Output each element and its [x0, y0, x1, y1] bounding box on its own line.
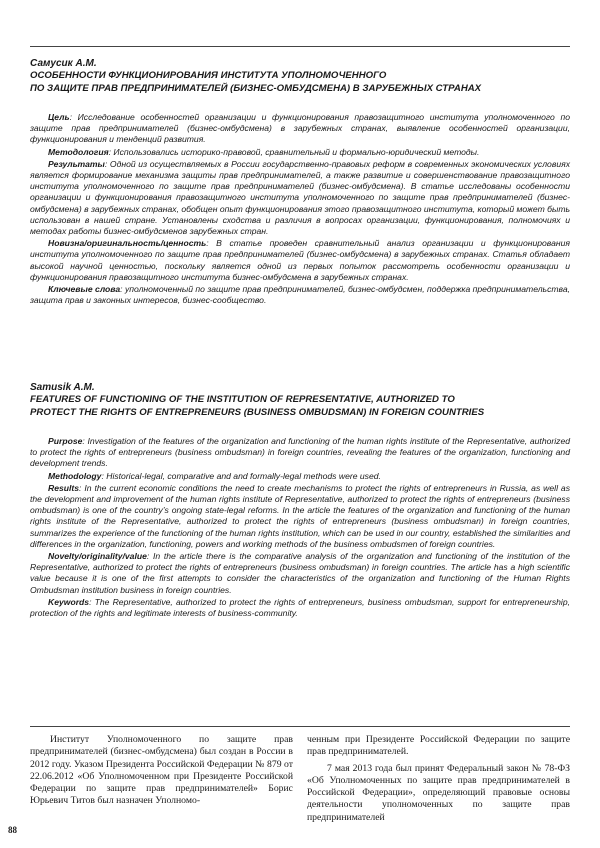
title-en-line1: FEATURES OF FUNCTIONING OF THE INSTITUTION OF REPRESENTATIVE, AUTHORIZED TO [30, 394, 455, 405]
results-en [30, 483, 570, 550]
author-en: Samusik A.M. [30, 382, 95, 393]
right-paragraph: 7 мая 2013 года был принят Федеральный закон № 78-ФЗ «Об Уполномоченных по защите прав предпринимателей в Российской Федерации», определяющий правовые основы деятельности уполномоченных по защите прав предпринимателей [307, 762, 570, 823]
methodology-ru [30, 147, 570, 158]
text: : The Representative, authorized to protect the rights of entrepreneurs, business ombudsman, support for entrepreneurship, protection of the rights and legitimate interests of business-community. [30, 596, 570, 619]
methodology-en [30, 471, 570, 482]
russian-abstract [30, 58, 570, 307]
text: : Исследование особенностей организации и функционирования правозащитного института уполномоченного по защите прав предпринимателей (бизнес-омбудсмена) в зарубежных странах, выявление особенностей организации, функционирования и тенденций развития. [30, 112, 570, 145]
right-continuation: ченным при Президенте Российской Федерации по защите прав предпринимателей. [307, 734, 570, 758]
novelty-en [30, 551, 570, 596]
text: : В статье проведен сравнительный анализ организации и функционирования института уполномоченного по защите прав предпринимателей (бизнес-омбудсмена) в зарубежных странах. Статья обладает высокой научной ценностью, поскольку является одной из первых попыток рассмотреть особенности организации и функционирования правозащитного института бизнес-омбудсмена в зарубежных странах. [30, 238, 570, 282]
right-column [307, 734, 570, 824]
label: Ключевые слова [48, 284, 121, 295]
body-columns [30, 734, 570, 824]
text: : уполномоченный по защите прав предпринимателей, бизнес-омбудсмен, поддержка предпринимательства, защита прав и законных интересов, бизнес-сообщество. [30, 284, 570, 306]
title-en-line2: PROTECT THE RIGHTS OF ENTREPRENEURS (BUSINESS OMBUDSMAN) IN FOREIGN COUNTRIES [30, 406, 485, 418]
title-ru-line1: ОСОБЕННОСТИ ФУНКЦИОНИРОВАНИЯ ИНСТИТУТА УПОЛНОМОЧЕННОГО [30, 70, 387, 81]
keywords-ru [30, 284, 570, 306]
left-column [30, 734, 293, 824]
label: Методология [48, 146, 109, 157]
text: : Historical-legal, comparative and and formally-legal methods were used. [101, 470, 381, 481]
results-ru [30, 159, 570, 237]
label: Новизна/оригинальность/ценность [48, 238, 207, 249]
label: Результаты [48, 158, 105, 169]
label: Novelty/originality/value [48, 551, 147, 562]
text: : Использовались историко-правовой, сравнительный и формально-юридический методы. [108, 146, 480, 157]
title-ru-line2: ПО ЗАЩИТЕ ПРАВ ПРЕДПРИНИМАТЕЛЕЙ (БИЗНЕС-ОМБУДСМЕНА) В ЗАРУБЕЖНЫХ СТРАНАХ [30, 82, 482, 94]
section-divider [30, 726, 570, 727]
english-abstract [30, 382, 570, 620]
page-number: 88 [8, 825, 17, 835]
purpose-en [30, 436, 570, 470]
author-ru: Самусик А.М. [30, 58, 97, 69]
purpose-ru [30, 112, 570, 146]
text: : Одной из осуществляемых в России государственно-правовых реформ в современных экономических условиях является формирование механизма защиты прав предпринимателей, а также развитие и совершенствование правозащитного института уполномоченного по защите прав предпринимателей (бизнес-омбудсмена). В статье исследованы особенности организации и функционирования правозащитного института уполномоченного по защите прав предпринимателей (бизнес-омбудсмена) в зарубежных странах, обобщен опыт функционирования этого правозащитного института, который может быть использован в нашей стране. Установлены сходства и различия в вопросах организации, функционирования, полномочиях и методах работы бизнес-омбудсменов зарубежных стран. [30, 158, 570, 237]
label: Keywords [48, 596, 90, 607]
text: : In the article there is the comparative analysis of the organization and functioning of the institution of the Representative, authorized to protect the rights of entrepreneurs (business ombudsman) in foreign countries. The article has a high scientific value because it is one of the first attempts to consider the characteristics of the organization and functioning of the Human Rights Ombudsman institution business in foreign countries. [30, 551, 570, 595]
label: Цель [48, 112, 70, 122]
keywords-en [30, 597, 570, 619]
top-divider [30, 46, 570, 47]
label: Methodology [48, 470, 102, 481]
label: Purpose [48, 436, 83, 446]
abstract-ru-body [30, 112, 570, 306]
text: : Investigation of the features of the organization and functioning of the human rights institute of the Representative, authorized to protect the rights of entrepreneurs (business ombudsman) in foreign countries, revealing the features of the organization, functioning and development trends. [30, 436, 570, 469]
text: : In the current economic conditions the need to create mechanisms to protect the rights of entrepreneurs in Russia, as well as the development and improvement of the human rights institute of Representative, authorized to protect the rights of entrepreneurs (business ombudsman) is one of the country’s ongoing state-legal reforms. In the article the features of the organization and functioning of the human rights institute of the Representative, authorized to protect the rights of entrepreneurs (business ombudsman) in foreign countries, summarizes the experience of the functioning of the human rights institution, which can be used in our country, established the similarities and differences in the organization, functioning, powers and working methods of the business ombudsmen of foreign countries. [30, 482, 570, 549]
left-paragraph: Институт Уполномоченного по защите прав предпринимателей (бизнес-омбудсмена) был создан в России в 2012 году. Указом Президента Российской Федерации № 879 от 22.06.2012 «Об Уполномоченном при Президенте Российской Федерации по защите прав предпринимателей» Борис Юрьевич Титов был назначен Уполномо- [30, 734, 293, 807]
label: Results [48, 482, 80, 493]
abstract-en-body [30, 436, 570, 619]
novelty-ru [30, 238, 570, 283]
